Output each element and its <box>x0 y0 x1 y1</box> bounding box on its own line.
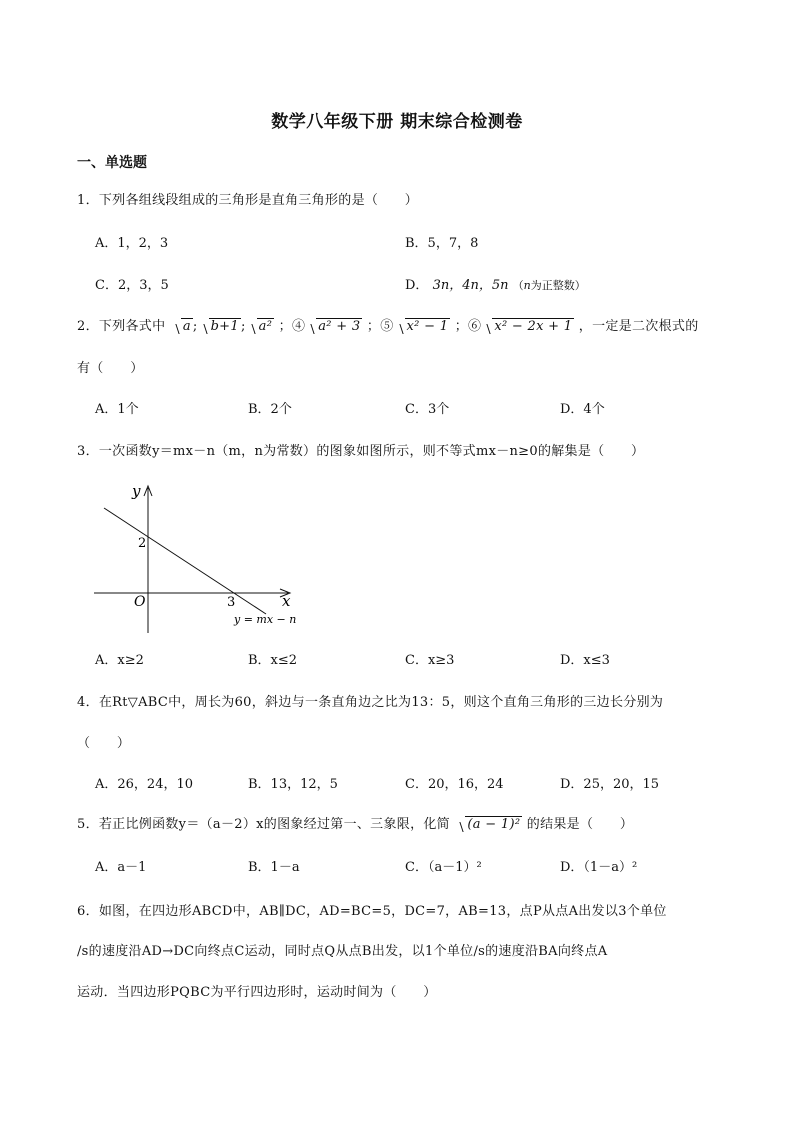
question-2-option-d: D．4个 <box>560 402 605 417</box>
question-6-line-2: /s的速度沿AD→DC向终点C运动，同时点Q从点B出发，以1个单位/s的速度沿BA向终点A <box>77 944 608 959</box>
question-2-option-c: C．3个 <box>405 402 450 417</box>
question-2-option-b: B．2个 <box>248 402 292 417</box>
function-line <box>104 508 266 614</box>
x-axis-label: x <box>282 592 291 610</box>
question-6-line-3: 运动．当四边形PQBC为平行四边形时，运动时间为（ ） <box>77 985 437 1000</box>
question-4-option-a: A．26，24，10 <box>95 777 194 792</box>
question-5-intro: 5．若正比例函数y＝（a－2）x的图象经过第一、三象限，化简 <box>77 817 450 832</box>
question-5-option-d: D．（1－a）² <box>560 860 638 875</box>
page-title: 数学八年级下册 期末综合检测卷 <box>271 112 523 132</box>
origin-label: O <box>134 594 146 610</box>
question-2-line-2: 有（ ） <box>77 361 144 376</box>
question-1-option-c: C．2，3，5 <box>95 278 169 293</box>
linear-function-graph <box>88 478 308 638</box>
question-5-tail: 的结果是（ ） <box>526 817 634 832</box>
line-equation-label: y = mx − n <box>234 613 297 626</box>
question-3-option-c: C．x≥3 <box>405 653 455 668</box>
radical-3: a² <box>248 318 275 336</box>
separator-6: ；⑥ <box>454 319 482 334</box>
question-2-option-a: A．1个 <box>95 402 139 417</box>
option-d-note-var: n <box>523 279 531 292</box>
separator-4: ；④ <box>278 319 306 334</box>
question-3-option-a: A．x≥2 <box>95 653 144 668</box>
question-1-stem: 1．下列各组线段组成的三角形是直角三角形的是（ ） <box>77 193 419 208</box>
radical-a-minus-1: (a − 1)² <box>456 816 522 834</box>
question-2-tail: ，一定是二次根式的 <box>578 319 699 334</box>
question-4-option-c: C．20，16，24 <box>405 777 504 792</box>
section-heading: 一、单选题 <box>77 155 147 171</box>
x-intercept-label: 3 <box>227 595 236 610</box>
question-3-option-d: D．x≤3 <box>560 653 610 668</box>
option-d-prefix: D． <box>405 278 429 293</box>
y-axis-label: y <box>132 482 141 500</box>
question-3-stem: 3．一次函数y＝mx－n（m，n为常数）的图象如图所示，则不等式mx－n≥0的解集是（ ） <box>77 444 645 459</box>
question-4-option-d: D．25，20，15 <box>560 777 660 792</box>
question-4-option-b: B．13，12，5 <box>248 777 338 792</box>
option-d-note: 为正整数） <box>530 279 586 292</box>
question-5-option-c: C．（a－1）² <box>405 860 482 875</box>
radical-2: b+1 <box>200 318 241 336</box>
question-5-option-a: A．a－1 <box>95 860 147 875</box>
radical-1: a <box>172 318 193 336</box>
question-1-option-d <box>405 277 586 295</box>
radical-6: x² − 2x + 1 <box>483 318 574 336</box>
question-2-intro: 2．下列各式中 <box>77 319 166 334</box>
question-1-option-b: B．5，7，8 <box>405 236 479 251</box>
y-intercept-label: 2 <box>138 536 147 551</box>
question-2-stem: 2．下列各式中 a ; b+1 ; a² ；④ a² + 3 ；⑤ x² − 1 ；⑥ x² − 2x + 1 ，一定是二次根式的 <box>77 319 699 334</box>
option-d-note-open: （ <box>512 279 524 292</box>
question-5-stem <box>77 816 633 834</box>
question-4-stem: 4．在Rt▽ABC中，周长为60，斜边与一条直角边之比为13：5，则这个直角三角形的三边长分别为 <box>77 695 664 710</box>
question-6-line-1: 6．如图，在四边形ABCD中，AB∥DC，AD=BC=5，DC=7，AB=13，点P从点A出发以3个单位 <box>77 904 667 919</box>
question-3-option-b: B．x≤2 <box>248 653 298 668</box>
option-d-math: 3n，4n，5n <box>432 278 509 293</box>
question-1-option-a: A．1，2，3 <box>95 236 169 251</box>
radical-5: x² − 1 <box>396 318 451 336</box>
question-4-line-2: （ ） <box>77 736 131 751</box>
radical-4: a² + 3 <box>307 318 362 336</box>
separator-5: ；⑤ <box>366 319 394 334</box>
question-5-option-b: B．1－a <box>248 860 300 875</box>
